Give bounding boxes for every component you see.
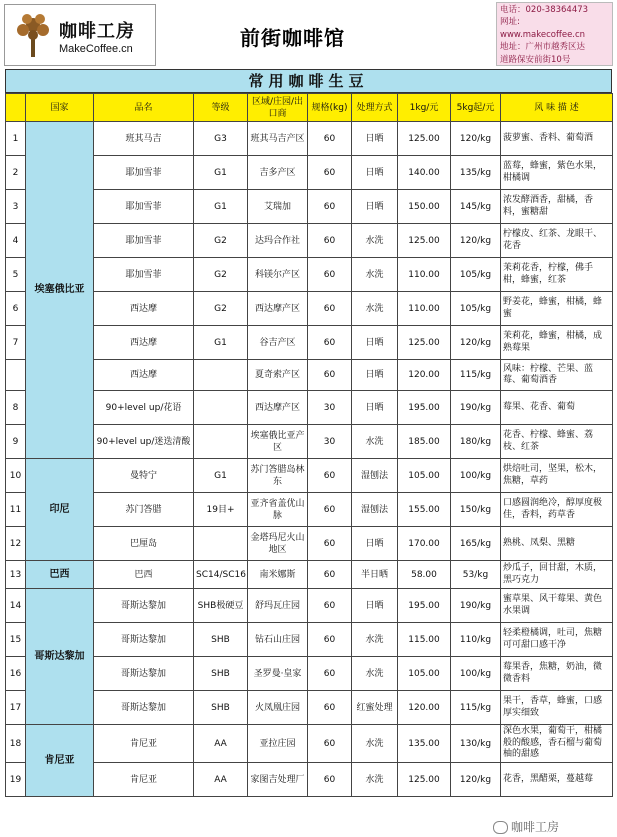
- price-5kg-cell: 100/kg: [451, 459, 501, 493]
- country-cell: 肯尼亚: [26, 725, 94, 797]
- bean-name-cell: 哥斯达黎加: [94, 623, 194, 657]
- grade-cell: G2: [194, 224, 248, 258]
- row-number-cell: [6, 360, 26, 391]
- spec-cell: 60: [308, 326, 352, 360]
- column-header: 国家: [26, 94, 94, 122]
- row-number-cell: 5: [6, 258, 26, 292]
- shop-title: 前街咖啡馆: [240, 26, 345, 50]
- region-cell: 谷吉产区: [248, 326, 308, 360]
- contact-phone: 电话：020-38364473: [500, 5, 589, 15]
- price-1kg-cell: 170.00: [398, 527, 451, 561]
- country-cell: 哥斯达黎加: [26, 589, 94, 725]
- row-number-cell: 12: [6, 527, 26, 561]
- price-5kg-cell: 135/kg: [451, 156, 501, 190]
- row-number-cell: 6: [6, 292, 26, 326]
- column-header: 5kg起/元: [451, 94, 501, 122]
- table-row: [6, 190, 613, 224]
- grade-cell: G2: [194, 292, 248, 326]
- spec-cell: 60: [308, 292, 352, 326]
- price-5kg-cell: 130/kg: [451, 725, 501, 763]
- table-row: [6, 561, 613, 589]
- spec-cell: 60: [308, 589, 352, 623]
- contact-website-label: 网址:: [500, 17, 520, 28]
- process-cell: 水洗: [352, 258, 398, 292]
- region-cell: 吉多产区: [248, 156, 308, 190]
- bean-name-cell: 西达摩: [94, 326, 194, 360]
- watermark: [490, 818, 562, 835]
- spec-cell: 30: [308, 425, 352, 459]
- row-number-cell: 9: [6, 425, 26, 459]
- flavor-cell: 莓果、花香、葡萄: [501, 391, 613, 425]
- region-cell: 金塔玛尼火山地区: [248, 527, 308, 561]
- bean-name-cell: 哥斯达黎加: [94, 589, 194, 623]
- price-5kg-cell: 53/kg: [451, 561, 501, 589]
- process-cell: 日晒: [352, 326, 398, 360]
- price-1kg-cell: 125.00: [398, 224, 451, 258]
- flavor-cell: 熟桃、凤梨、黑糖: [501, 527, 613, 561]
- price-1kg-cell: 140.00: [398, 156, 451, 190]
- price-5kg-cell: 115/kg: [451, 691, 501, 725]
- flavor-cell: 柠檬皮、红茶、龙眼干、花香: [501, 224, 613, 258]
- process-cell: 湿刨法: [352, 459, 398, 493]
- price-5kg-cell: 190/kg: [451, 589, 501, 623]
- region-cell: 班其马吉产区: [248, 122, 308, 156]
- country-cell: 埃塞俄比亚: [26, 122, 94, 459]
- bean-name-cell: 巴西: [94, 561, 194, 589]
- logo-name-en: MakeCoffee.cn: [59, 43, 133, 55]
- region-cell: 舒玛瓦庄园: [248, 589, 308, 623]
- price-1kg-cell: 185.00: [398, 425, 451, 459]
- logo-name-cn: 咖啡工房: [59, 21, 135, 42]
- row-number-cell: 2: [6, 156, 26, 190]
- grade-cell: 19目+: [194, 493, 248, 527]
- bean-name-cell: 耶加雪菲: [94, 224, 194, 258]
- table-row: [6, 326, 613, 360]
- bean-name-cell: 曼特宁: [94, 459, 194, 493]
- spec-cell: 60: [308, 190, 352, 224]
- process-cell: 水洗: [352, 224, 398, 258]
- table-row: [6, 459, 613, 493]
- bean-name-cell: 西达摩: [94, 360, 194, 391]
- grade-cell: SHB极硬豆: [194, 589, 248, 623]
- flavor-cell: 果干，香草，蜂蜜，口感厚实细致: [501, 691, 613, 725]
- flavor-cell: 浓发酵酒香，甜橘，香料，蜜糖甜: [501, 190, 613, 224]
- process-cell: 半日晒: [352, 561, 398, 589]
- contact-address-line2: 道路保安前街10号: [500, 54, 571, 65]
- process-cell: 日晒: [352, 527, 398, 561]
- spec-cell: 60: [308, 527, 352, 561]
- process-cell: 水洗: [352, 425, 398, 459]
- region-cell: 西达摩产区: [248, 391, 308, 425]
- flavor-cell: 蓝莓，蜂蜜，紫色水果，柑橘调: [501, 156, 613, 190]
- country-cell: 印尼: [26, 459, 94, 561]
- row-number-cell: 1: [6, 122, 26, 156]
- bean-name-cell: 耶加雪菲: [94, 190, 194, 224]
- table-row: [6, 691, 613, 725]
- bean-name-cell: 哥斯达黎加: [94, 691, 194, 725]
- region-cell: 火凤凰庄园: [248, 691, 308, 725]
- bean-name-cell: 西达摩: [94, 292, 194, 326]
- price-1kg-cell: 110.00: [398, 292, 451, 326]
- row-number-cell: 8: [6, 391, 26, 425]
- bean-name-cell: 90+level up/迷迭清酸: [94, 425, 194, 459]
- row-number-cell: 10: [6, 459, 26, 493]
- bean-name-cell: 90+level up/花语: [94, 391, 194, 425]
- grade-cell: G1: [194, 326, 248, 360]
- table-row: [6, 292, 613, 326]
- grade-cell: G1: [194, 190, 248, 224]
- price-1kg-cell: 125.00: [398, 326, 451, 360]
- region-cell: 亚拉庄园: [248, 725, 308, 763]
- row-number-cell: 14: [6, 589, 26, 623]
- spec-cell: 30: [308, 391, 352, 425]
- flavor-cell: 炒瓜子，回甘甜，木质，黑巧克力: [501, 561, 613, 589]
- contact-box: [496, 2, 613, 66]
- grade-cell: G1: [194, 459, 248, 493]
- price-1kg-cell: 115.00: [398, 623, 451, 657]
- grade-cell: [194, 360, 248, 391]
- row-number-cell: 3: [6, 190, 26, 224]
- price-1kg-cell: 105.00: [398, 459, 451, 493]
- table-row: [6, 623, 613, 657]
- price-1kg-cell: 110.00: [398, 258, 451, 292]
- process-cell: 日晒: [352, 391, 398, 425]
- price-5kg-cell: 100/kg: [451, 657, 501, 691]
- section-banner: 常用咖啡生豆: [5, 69, 612, 93]
- bean-name-cell: 巴厘岛: [94, 527, 194, 561]
- price-1kg-cell: 155.00: [398, 493, 451, 527]
- process-cell: 水洗: [352, 292, 398, 326]
- process-cell: 日晒: [352, 122, 398, 156]
- grade-cell: [194, 527, 248, 561]
- flavor-cell: 深色水果，葡萄干，柑橘般的酸感，香石榴与葡萄柚的甜感: [501, 725, 613, 763]
- table-row: [6, 493, 613, 527]
- process-cell: 水洗: [352, 657, 398, 691]
- bean-name-cell: 哥斯达黎加: [94, 657, 194, 691]
- table-body: [6, 122, 613, 797]
- spec-cell: 60: [308, 122, 352, 156]
- region-cell: 钻石山庄园: [248, 623, 308, 657]
- region-cell: 西达摩产区: [248, 292, 308, 326]
- table-row: [6, 156, 613, 190]
- page-header: [0, 0, 617, 68]
- price-1kg-cell: 150.00: [398, 190, 451, 224]
- column-header: 风 味 描 述: [501, 94, 613, 122]
- process-cell: 水洗: [352, 763, 398, 797]
- price-5kg-cell: 120/kg: [451, 122, 501, 156]
- bean-name-cell: 苏门答腊: [94, 493, 194, 527]
- flavor-cell: 花香、柠檬、蜂蜜、荔枝、红茶: [501, 425, 613, 459]
- grade-cell: G1: [194, 156, 248, 190]
- region-cell: 圣罗曼·皇家: [248, 657, 308, 691]
- price-5kg-cell: 165/kg: [451, 527, 501, 561]
- column-header: 1kg/元: [398, 94, 451, 122]
- flavor-cell: 蜜草果、风干莓果、黄色水果调: [501, 589, 613, 623]
- process-cell: 湿刨法: [352, 493, 398, 527]
- table-row: [6, 425, 613, 459]
- price-5kg-cell: 110/kg: [451, 623, 501, 657]
- process-cell: 红蜜处理: [352, 691, 398, 725]
- row-number-cell: 19: [6, 763, 26, 797]
- price-5kg-cell: 120/kg: [451, 763, 501, 797]
- row-number-cell: 4: [6, 224, 26, 258]
- grade-cell: SHB: [194, 623, 248, 657]
- table-row: [6, 763, 613, 797]
- price-1kg-cell: 58.00: [398, 561, 451, 589]
- price-1kg-cell: 125.00: [398, 122, 451, 156]
- region-cell: 苏门答腊岛林东: [248, 459, 308, 493]
- column-header: 规格(kg): [308, 94, 352, 122]
- price-5kg-cell: 120/kg: [451, 326, 501, 360]
- grade-cell: [194, 425, 248, 459]
- table-row: [6, 657, 613, 691]
- region-cell: 夏奇索产区: [248, 360, 308, 391]
- region-cell: 亚齐省盖优山脉: [248, 493, 308, 527]
- price-1kg-cell: 120.00: [398, 360, 451, 391]
- grade-cell: G2: [194, 258, 248, 292]
- flavor-cell: 菠萝蜜、香料、葡萄酒: [501, 122, 613, 156]
- flavor-cell: 烘焙吐司，坚果，松木，焦糖，草药: [501, 459, 613, 493]
- bean-name-cell: 班其马吉: [94, 122, 194, 156]
- table-row: [6, 589, 613, 623]
- price-5kg-cell: 190/kg: [451, 391, 501, 425]
- region-cell: 科镁尔产区: [248, 258, 308, 292]
- column-header: 处理方式: [352, 94, 398, 122]
- contact-website[interactable]: www.makecoffee.cn: [500, 29, 586, 40]
- flavor-cell: 茉莉花香，柠檬，佛手柑，蜂蜜，红茶: [501, 258, 613, 292]
- price-1kg-cell: 120.00: [398, 691, 451, 725]
- watermark-text: 咖啡工房: [511, 820, 560, 834]
- grade-cell: SHB: [194, 691, 248, 725]
- row-number-cell: 16: [6, 657, 26, 691]
- table-row: [6, 224, 613, 258]
- coffee-tree-icon: [13, 11, 53, 59]
- process-cell: 水洗: [352, 725, 398, 763]
- grade-cell: SHB: [194, 657, 248, 691]
- process-cell: 日晒: [352, 190, 398, 224]
- process-cell: 日晒: [352, 589, 398, 623]
- bean-name-cell: 耶加雪菲: [94, 156, 194, 190]
- column-header: [6, 94, 26, 122]
- process-cell: 日晒: [352, 156, 398, 190]
- spec-cell: 60: [308, 224, 352, 258]
- region-cell: 达玛合作社: [248, 224, 308, 258]
- contact-address-line1: 地址：广州市越秀区达: [500, 42, 586, 53]
- price-5kg-cell: 150/kg: [451, 493, 501, 527]
- column-header: 等级: [194, 94, 248, 122]
- row-number-cell: 15: [6, 623, 26, 657]
- region-cell: 艾瑞加: [248, 190, 308, 224]
- row-number-cell: 11: [6, 493, 26, 527]
- spec-cell: 60: [308, 360, 352, 391]
- grade-cell: AA: [194, 763, 248, 797]
- region-cell: 埃塞俄比亚产区: [248, 425, 308, 459]
- flavor-cell: 莓果香，焦糖，奶油，微微香料: [501, 657, 613, 691]
- price-1kg-cell: 195.00: [398, 589, 451, 623]
- spec-cell: 60: [308, 763, 352, 797]
- flavor-cell: 风味：柠檬、芒果、蓝莓、葡萄酒香: [501, 360, 613, 391]
- price-5kg-cell: 145/kg: [451, 190, 501, 224]
- wechat-icon: [493, 821, 508, 834]
- bean-name-cell: 耶加雪菲: [94, 258, 194, 292]
- grade-cell: G3: [194, 122, 248, 156]
- price-5kg-cell: 120/kg: [451, 224, 501, 258]
- region-cell: 南米娜斯: [248, 561, 308, 589]
- flavor-cell: 野姜花，蜂蜜，柑橘，蜂蜜: [501, 292, 613, 326]
- column-header: 区域/庄园/出口商: [248, 94, 308, 122]
- grade-cell: SC14/SC16: [194, 561, 248, 589]
- country-cell: 巴西: [26, 561, 94, 589]
- grade-cell: AA: [194, 725, 248, 763]
- flavor-cell: 口感圆润绝冷，醇厚度极佳，香料，药草香: [501, 493, 613, 527]
- spec-cell: 60: [308, 623, 352, 657]
- price-5kg-cell: 105/kg: [451, 292, 501, 326]
- price-1kg-cell: 195.00: [398, 391, 451, 425]
- spec-cell: 60: [308, 725, 352, 763]
- bean-name-cell: 肯尼亚: [94, 725, 194, 763]
- row-number-cell: 17: [6, 691, 26, 725]
- region-cell: 家图吉处理厂: [248, 763, 308, 797]
- table-header-row: [6, 94, 613, 122]
- spec-cell: 60: [308, 561, 352, 589]
- logo: [4, 4, 156, 66]
- price-5kg-cell: 115/kg: [451, 360, 501, 391]
- table-row: [6, 360, 613, 391]
- price-5kg-cell: 105/kg: [451, 258, 501, 292]
- row-number-cell: 7: [6, 326, 26, 360]
- spec-cell: 60: [308, 691, 352, 725]
- process-cell: 水洗: [352, 623, 398, 657]
- table-row: [6, 391, 613, 425]
- price-1kg-cell: 105.00: [398, 657, 451, 691]
- spec-cell: 60: [308, 156, 352, 190]
- spec-cell: 60: [308, 657, 352, 691]
- table-row: [6, 258, 613, 292]
- price-5kg-cell: 180/kg: [451, 425, 501, 459]
- table-row: [6, 725, 613, 763]
- flavor-cell: 轻柔橙橘调，吐司，焦糖可可甜口感干净: [501, 623, 613, 657]
- spec-cell: 60: [308, 493, 352, 527]
- flavor-cell: 茉莉花，蜂蜜，柑橘，成熟莓果: [501, 326, 613, 360]
- row-number-cell: 18: [6, 725, 26, 763]
- row-number-cell: 13: [6, 561, 26, 589]
- flavor-cell: 花香，黑醋栗，蔓越莓: [501, 763, 613, 797]
- spec-cell: 60: [308, 459, 352, 493]
- green-bean-table: [5, 93, 613, 797]
- price-1kg-cell: 125.00: [398, 763, 451, 797]
- table-row: [6, 122, 613, 156]
- bean-name-cell: 肯尼亚: [94, 763, 194, 797]
- process-cell: 日晒: [352, 360, 398, 391]
- table-row: [6, 527, 613, 561]
- column-header: 品名: [94, 94, 194, 122]
- spec-cell: 60: [308, 258, 352, 292]
- price-1kg-cell: 135.00: [398, 725, 451, 763]
- grade-cell: [194, 391, 248, 425]
